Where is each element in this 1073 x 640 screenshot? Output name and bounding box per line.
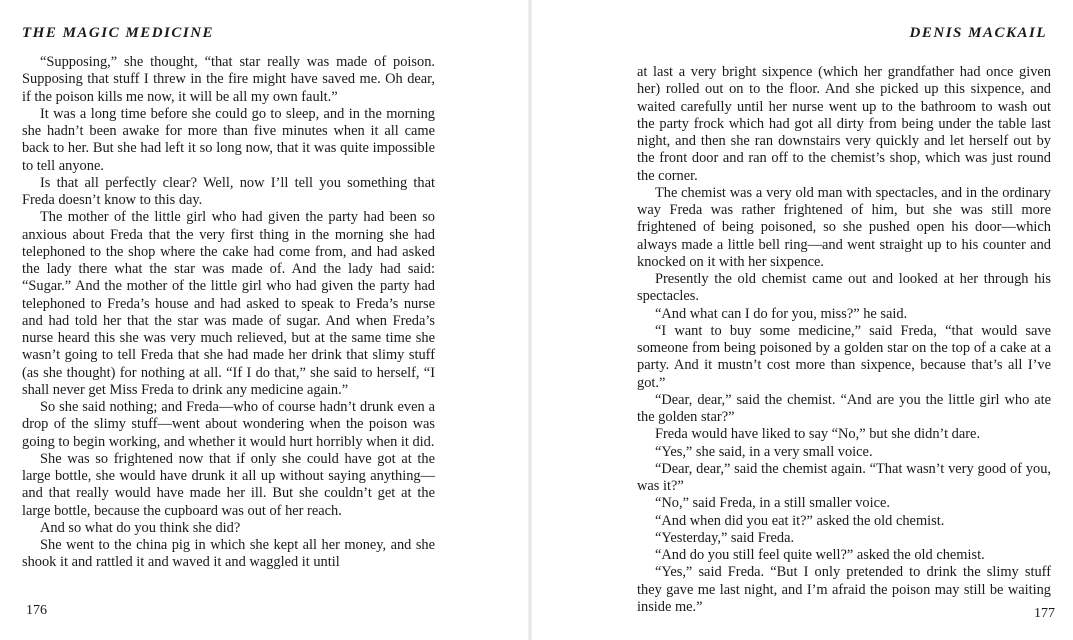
- paragraph: And so what do you think she did?: [40, 519, 241, 536]
- paragraph: She was so frightened now that if only she could have got at the large bottle, she would have drunk it all up without saying anything—and that really would have made her ill. But she couldn’t get at the large bottle, because the cupboard was out of her reach.: [22, 450, 435, 519]
- paragraph: So she said nothing; and Freda—who of course hadn’t drunk even a drop of the slimy stuff—went about wondering when the poison was going to begin working, and whether it would hurt horribly when it did.: [22, 399, 435, 450]
- paragraph: at last a very bright sixpence (which her grandfather had once given her) rolled out on to the floor. And she picked up this sixpence, and waited carefully until her nurse went up to the bathroom to wash out the party frock which had got all dirty from being under the table last night, and then she ran downstairs very quickly and let herself out by the front door and ran off to the chemist’s shop, which was just round the corner.: [637, 64, 1051, 184]
- paragraph: It was a long time before she could go to sleep, and in the morning she hadn’t been awake for more than five minutes when it all came back to her. But she had left it so long now, that it was quite impossible to tell anyone.: [22, 105, 435, 174]
- page-number-left: 176: [26, 603, 47, 618]
- right-page-text: [637, 64, 1051, 616]
- left-page: [0, 0, 530, 640]
- paragraph: “No,” said Freda, in a still smaller voice.: [655, 495, 890, 512]
- paragraph: Is that all perfectly clear? Well, now I’ll tell you something that Freda doesn’t know to this day.: [22, 174, 435, 208]
- paragraph: “And when did you eat it?” asked the old chemist.: [655, 512, 945, 529]
- paragraph: “Supposing,” she thought, “that star really was made of poison. Supposing that stuff I threw in the fire might have saved me. Oh dear, if the poison kills me now, it will be all my own fault.”: [22, 54, 435, 105]
- paragraph: Freda would have liked to say “No,” but she didn’t dare.: [655, 426, 981, 443]
- paragraph: “And what can I do for you, miss?” he said.: [655, 305, 908, 322]
- page-number-right: 177: [1034, 606, 1055, 621]
- paragraph: “Dear, dear,” said the chemist again. “That wasn’t very good of you, was it?”: [637, 460, 1051, 494]
- paragraph: She went to the china pig in which she kept all her money, and she shook it and rattled it and waved it and waggled it until: [22, 537, 435, 571]
- paragraph: The mother of the little girl who had given the party had been so anxious about Freda that the very first thing in the morning she had telephoned to the shop where the cake had come from, and had asked the lady there what the star was made of. And the lady had said: “Sugar.” And the mother of the little girl who had given the party had telephoned to Freda’s house and had asked to speak to Freda’s nurse and had told her that the star was made of sugar. And when Freda’s nurse heard this she was very much relieved, but at the same time she wasn’t going to tell Freda that she had made her drink that slimy stuff (as she thought) for nothing at all. “If I do that,” she said to herself, “I shall never get Miss Freda to drink any medicine again.”: [22, 209, 435, 398]
- running-head-author: DENIS MACKAIL: [909, 25, 1047, 41]
- paragraph: “And do you still feel quite well?” asked the old chemist.: [655, 547, 985, 563]
- paragraph: “I want to buy some medicine,” said Freda, “that would save someone from being poisoned by a golden star on the top of a cake at a party. And it mustn’t cost more than sixpence, because that’s all I’ve got.”: [637, 322, 1051, 391]
- right-page: [530, 0, 1073, 640]
- running-head-title: THE MAGIC MEDICINE: [22, 25, 215, 41]
- left-page-text: [22, 54, 435, 572]
- paragraph: “Dear, dear,” said the chemist. “And are you the little girl who ate the golden star?”: [637, 391, 1051, 425]
- paragraph: “Yes,” said Freda. “But I only pretended to drink the slimy stuff they gave me last night, and I’m afraid the poison may still be waiting inside me.”: [637, 564, 1051, 615]
- paragraph: Presently the old chemist came out and looked at her through his spectacles.: [637, 271, 1051, 305]
- paragraph: “Yes,” she said, in a very small voice.: [655, 443, 873, 460]
- paragraph: “Yesterday,” said Freda.: [655, 529, 795, 546]
- paragraph: The chemist was a very old man with spectacles, and in the ordinary way Freda was rather frightened of him, but she was still more frightened of being poisoned, so she pushed open his door—which always made a little bell ring—and went straight up to his counter and knocked on it with her sixpence.: [637, 184, 1051, 270]
